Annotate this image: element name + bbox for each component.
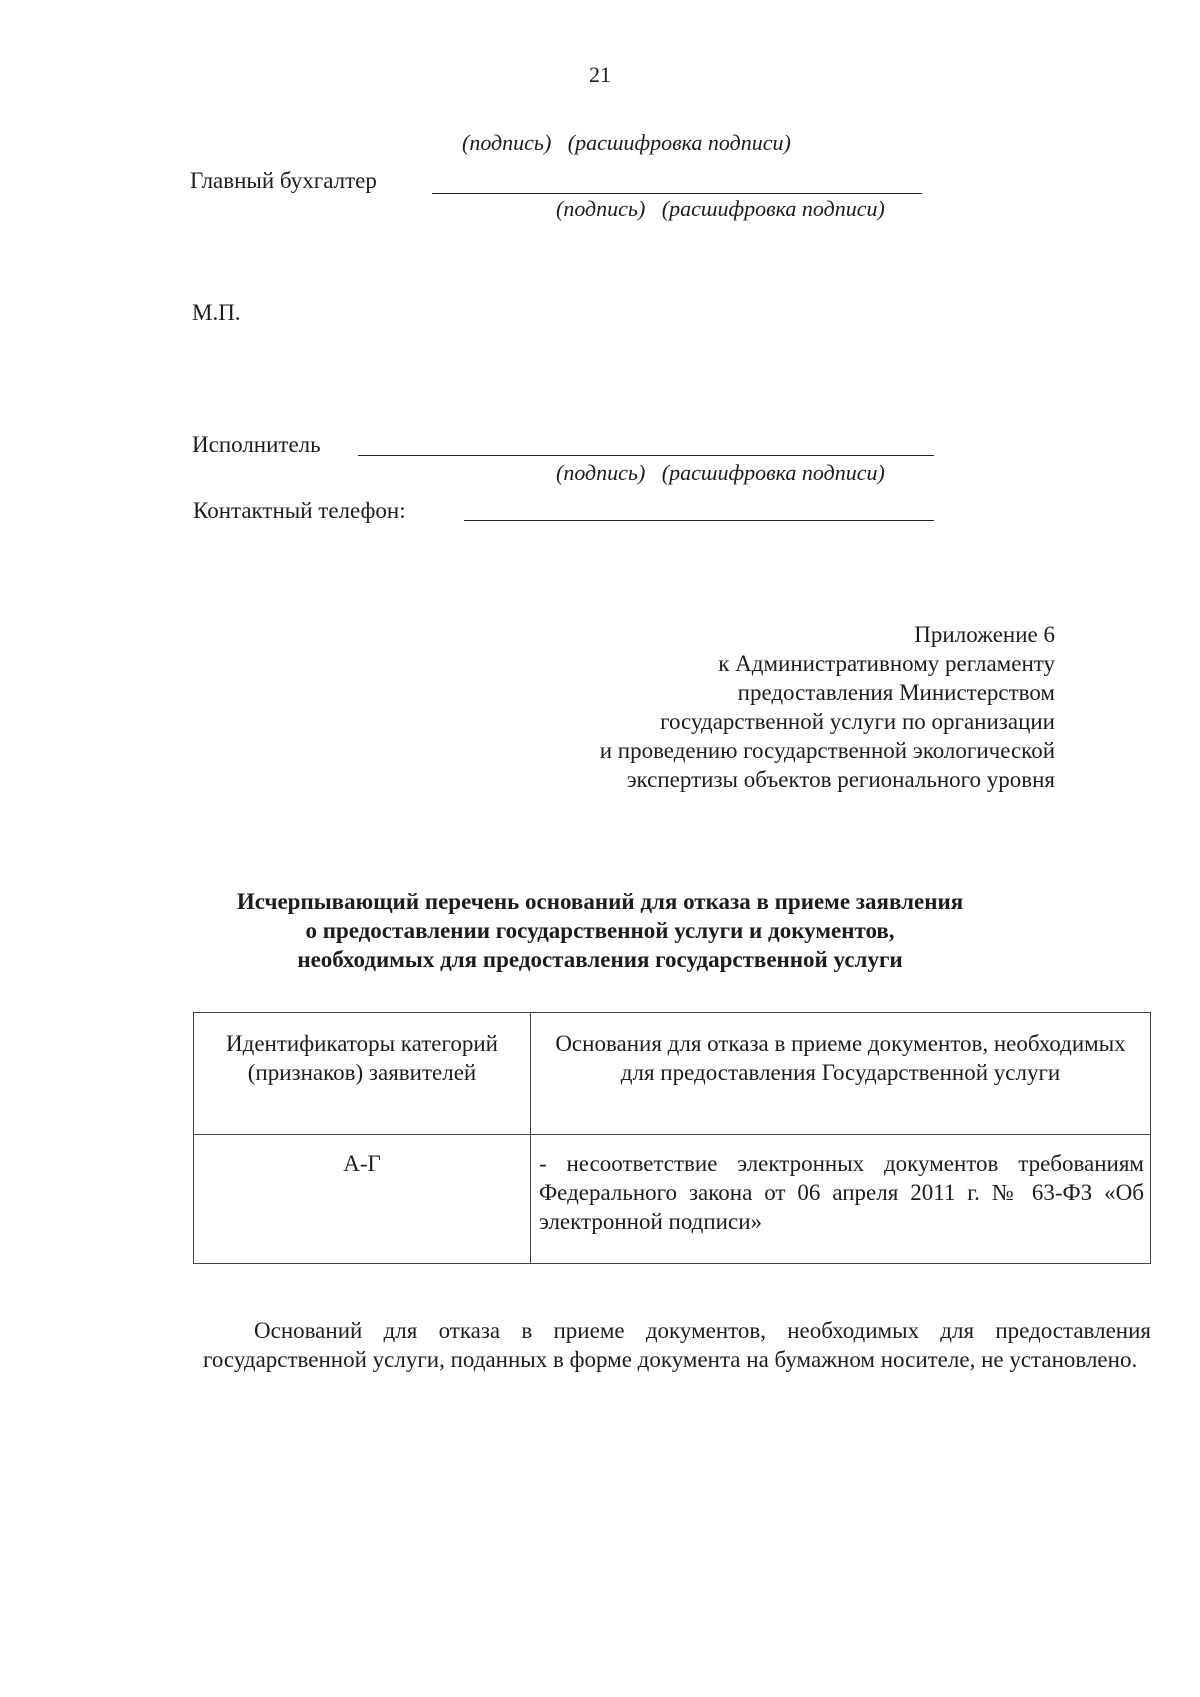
appendix-block xyxy=(600,620,1055,794)
row-identifier: А-Г xyxy=(194,1135,531,1264)
table-row xyxy=(194,1135,1151,1264)
executor-signature-hint xyxy=(556,460,885,486)
title-line: необходимых для предоставления государственной услуги xyxy=(297,947,903,972)
signature-hint-sign: (подпись) xyxy=(556,196,646,221)
contact-phone-label: Контактный телефон: xyxy=(193,498,406,523)
contact-phone-line xyxy=(464,520,934,521)
executor-signature-line xyxy=(358,455,934,456)
chief-accountant-signature-hint xyxy=(556,196,885,222)
header-grounds: Основания для отказа в приеме документов, необходимых для предоставления Государственной услуги xyxy=(531,1013,1151,1135)
appendix-line: экспертизы объектов регионального уровня xyxy=(626,767,1055,792)
appendix-line: предоставления Министерством xyxy=(737,680,1055,705)
page-number: 21 xyxy=(589,62,611,87)
chief-accountant-signature-line xyxy=(432,193,922,194)
executor-label: Исполнитель xyxy=(192,432,321,457)
refusal-grounds-table xyxy=(193,1012,1151,1264)
signature-hint-decode: (расшифровка подписи) xyxy=(567,130,791,155)
top-signature-hint xyxy=(462,130,791,156)
closing-paragraph: Оснований для отказа в приеме документов, необходимых для предоставления государственной услуги, поданных в форме документа на бумажном носителе, не установлено. xyxy=(203,1318,1151,1372)
appendix-line: и проведению государственной экологической xyxy=(599,738,1055,763)
title-line: о предоставлении государственной услуги и документов, xyxy=(305,918,895,943)
row-reason: - несоответствие электронных документов требованиям Федерального закона от 06 апреля 2011 г. № 63-ФЗ «Об электронной подписи» xyxy=(531,1135,1151,1264)
signature-hint-decode: (расшифровка подписи) xyxy=(661,196,885,221)
stamp-place-label: М.П. xyxy=(192,300,241,325)
title-line: Исчерпывающий перечень оснований для отказа в приеме заявления xyxy=(236,889,964,914)
document-title xyxy=(0,887,1200,974)
appendix-line: государственной услуги по организации xyxy=(660,709,1055,734)
header-identifiers: Идентификаторы категорий (признаков) заявителей xyxy=(194,1013,531,1135)
appendix-line: Приложение 6 xyxy=(914,622,1055,647)
signature-hint-sign: (подпись) xyxy=(556,460,646,485)
table-header-row xyxy=(194,1013,1151,1135)
appendix-line: к Административному регламенту xyxy=(718,651,1055,676)
chief-accountant-label: Главный бухгалтер xyxy=(190,168,377,193)
signature-hint-sign: (подпись) xyxy=(462,130,552,155)
signature-hint-decode: (расшифровка подписи) xyxy=(661,460,885,485)
